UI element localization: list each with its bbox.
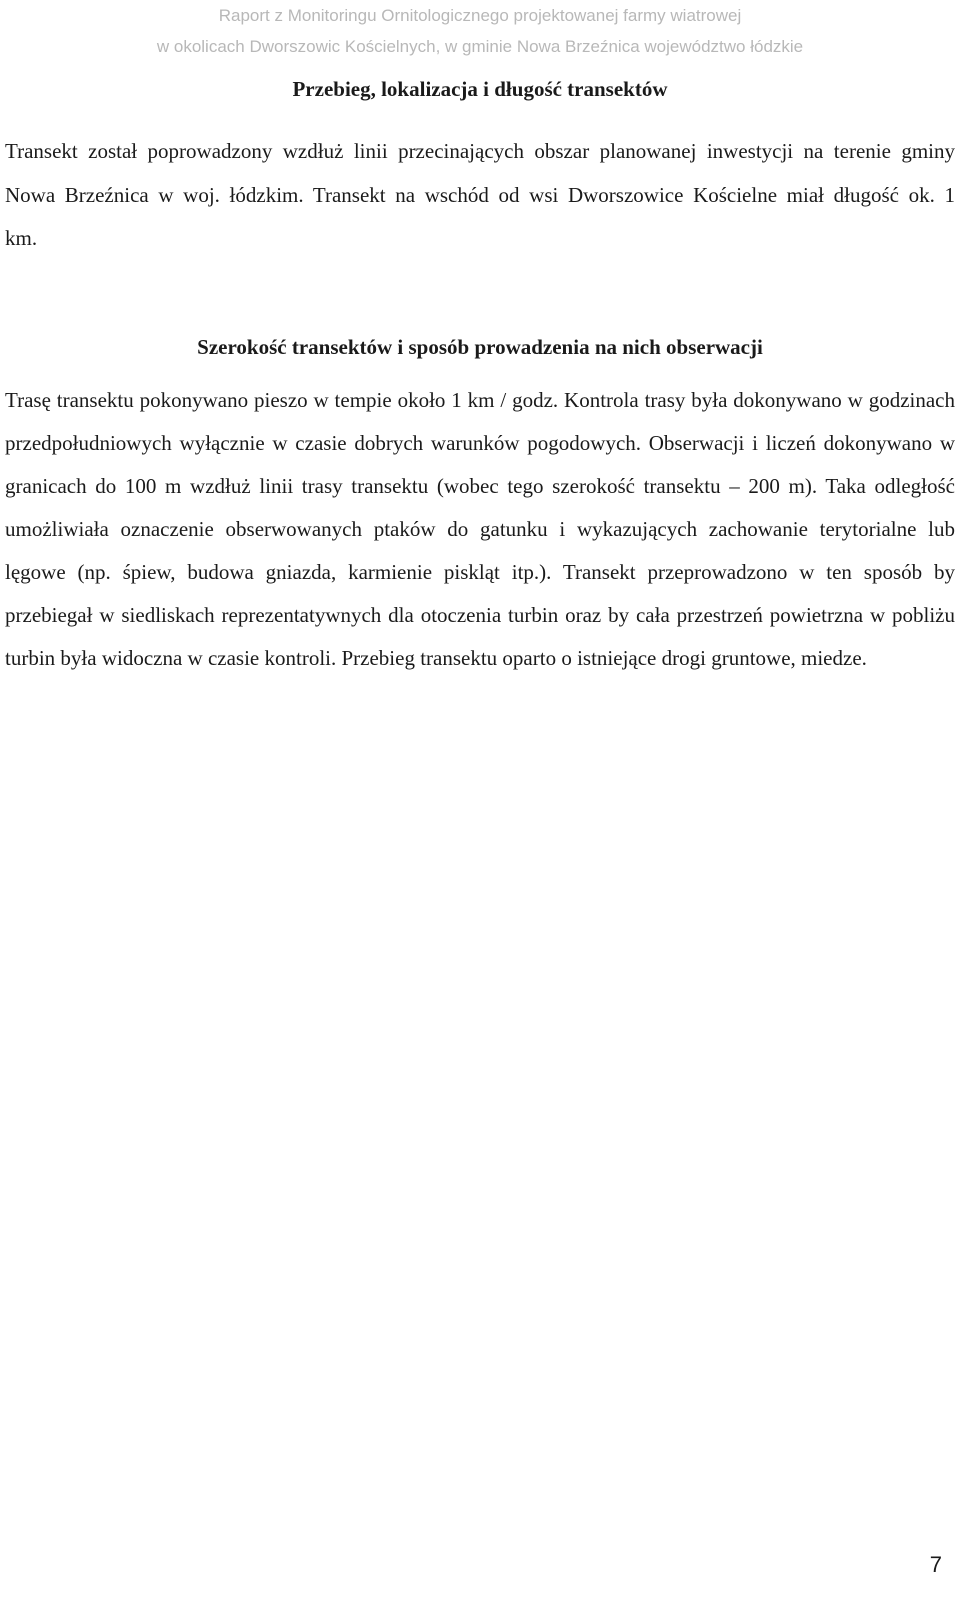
- paragraph-route-description: Transekt został poprowadzony wzdłuż linii przecinających obszar planowanej inwestycji na terenie gminy Nowa Brzeźnica w woj. łódzkim. Transekt na wschód od wsi Dworszowice Kościelne miał długość ok. 1 km.: [5, 139, 955, 250]
- section-heading-route: Przebieg, lokalizacja i długość transektów: [292, 77, 668, 101]
- running-header: [0, 0, 960, 62]
- running-header-line-2: w okolicach Dworszowic Kościelnych, w gminie Nowa Brzeźnica województwo łódzkie: [156, 37, 804, 56]
- section-heading-width: Szerokość transektów i sposób prowadzenia na nich obserwacji: [197, 335, 763, 359]
- page-number: 7: [929, 1552, 942, 1577]
- paragraph-observation-method: Trasę transektu pokonywano pieszo w tempie około 1 km / godz. Kontrola trasy była dokonywano w godzinach przedpołudniowych wyłącznie w czasie dobrych warunków pogodowych. Obserwacji i liczeń dokonywano w granicach do 100 m wzdłuż linii trasy transektu (wobec tego szerokość transektu – 200 m). Taka odległość umożliwiała oznaczenie obserwowanych ptaków do gatunku i wykazujących zachowanie terytorialne lub lęgowe (np. śpiew, budowa gniazda, karmienie piskląt itp.). Transekt przeprowadzono w ten sposób by przebiegał w siedliskach reprezentatywnych dla otoczenia turbin oraz by cała przestrzeń powietrzna w pobliżu turbin była widoczna w czasie kontroli. Przebieg transektu oparto o istniejące drogi gruntowe, miedze.: [5, 388, 955, 670]
- running-header-line-1: Raport z Monitoringu Ornitologicznego projektowanej farmy wiatrowej: [218, 6, 742, 25]
